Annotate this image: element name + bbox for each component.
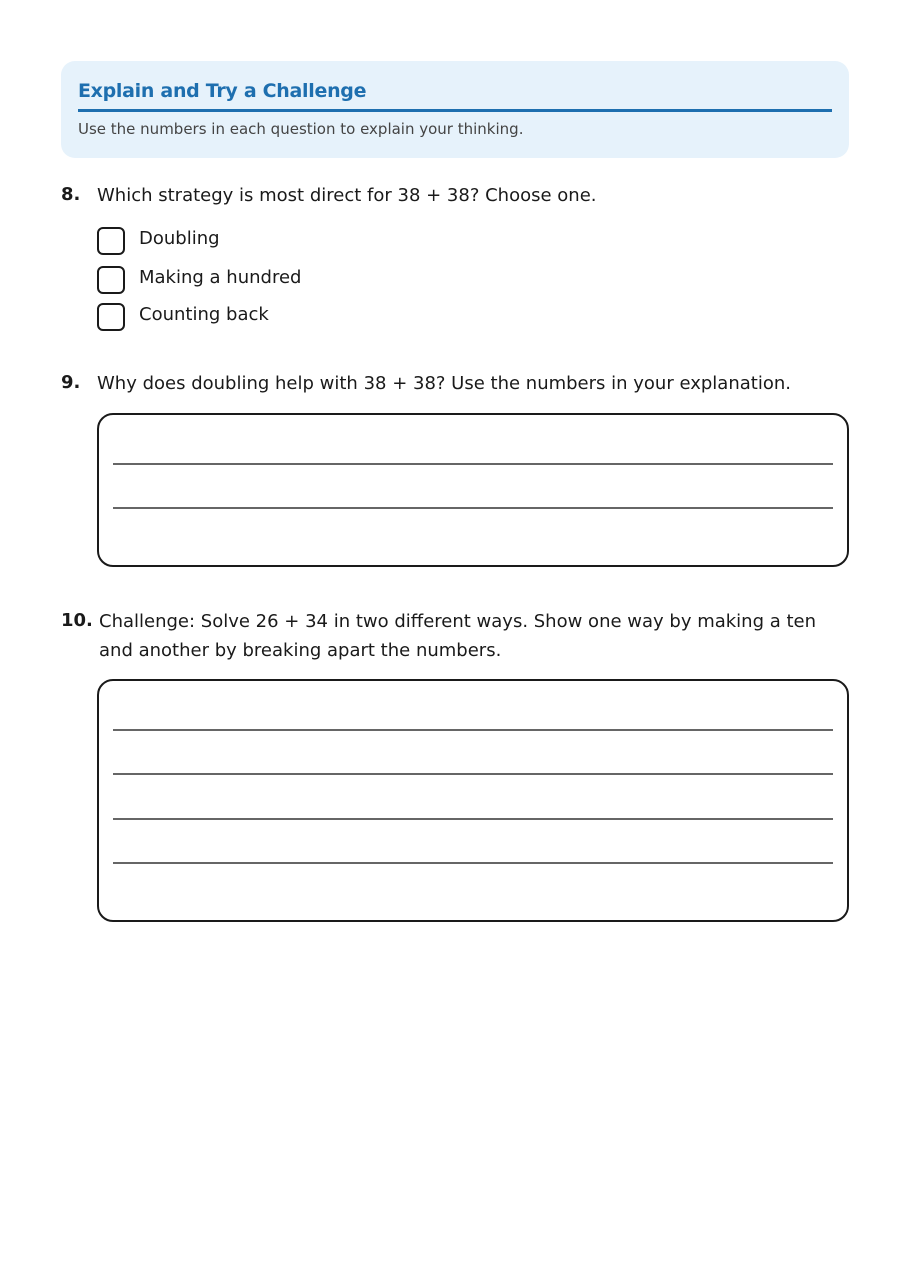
writing-line [113,862,833,864]
question-10-number: 10. [61,610,93,631]
title-underline [78,109,832,112]
option-doubling-label: Doubling [139,227,220,249]
option-making-a-hundred[interactable] [97,264,301,296]
question-9-text: Why does doubling help with 38 + 38? Use the numbers in your explanation. [97,373,791,394]
section-header [61,61,849,158]
option-counting-back-label: Counting back [139,303,269,325]
question-10-answer-box[interactable] [97,679,849,922]
writing-line [113,463,833,465]
question-8-text: Which strategy is most direct for 38 + 38? Choose one. [97,185,597,206]
question-10-text-line-1: Challenge: Solve 26 + 34 in two different ways. Show one way by making a ten [99,611,817,632]
question-8-number: 8. [61,184,81,205]
checkbox-counting-back[interactable] [97,303,125,331]
writing-line [113,773,833,775]
writing-line [113,729,833,731]
question-9-answer-box[interactable] [97,413,849,567]
question-10-text-line-2: and another by breaking apart the numbers. [99,640,502,661]
option-doubling[interactable] [97,225,220,257]
question-9-number: 9. [61,372,81,393]
writing-line [113,818,833,820]
checkbox-making-a-hundred[interactable] [97,266,125,294]
section-title: Explain and Try a Challenge [78,80,367,102]
writing-line [113,507,833,509]
option-making-a-hundred-label: Making a hundred [139,266,302,288]
section-instructions: Use the numbers in each question to explain your thinking. [78,120,524,138]
option-counting-back[interactable] [97,301,269,333]
checkbox-doubling[interactable] [97,227,125,255]
